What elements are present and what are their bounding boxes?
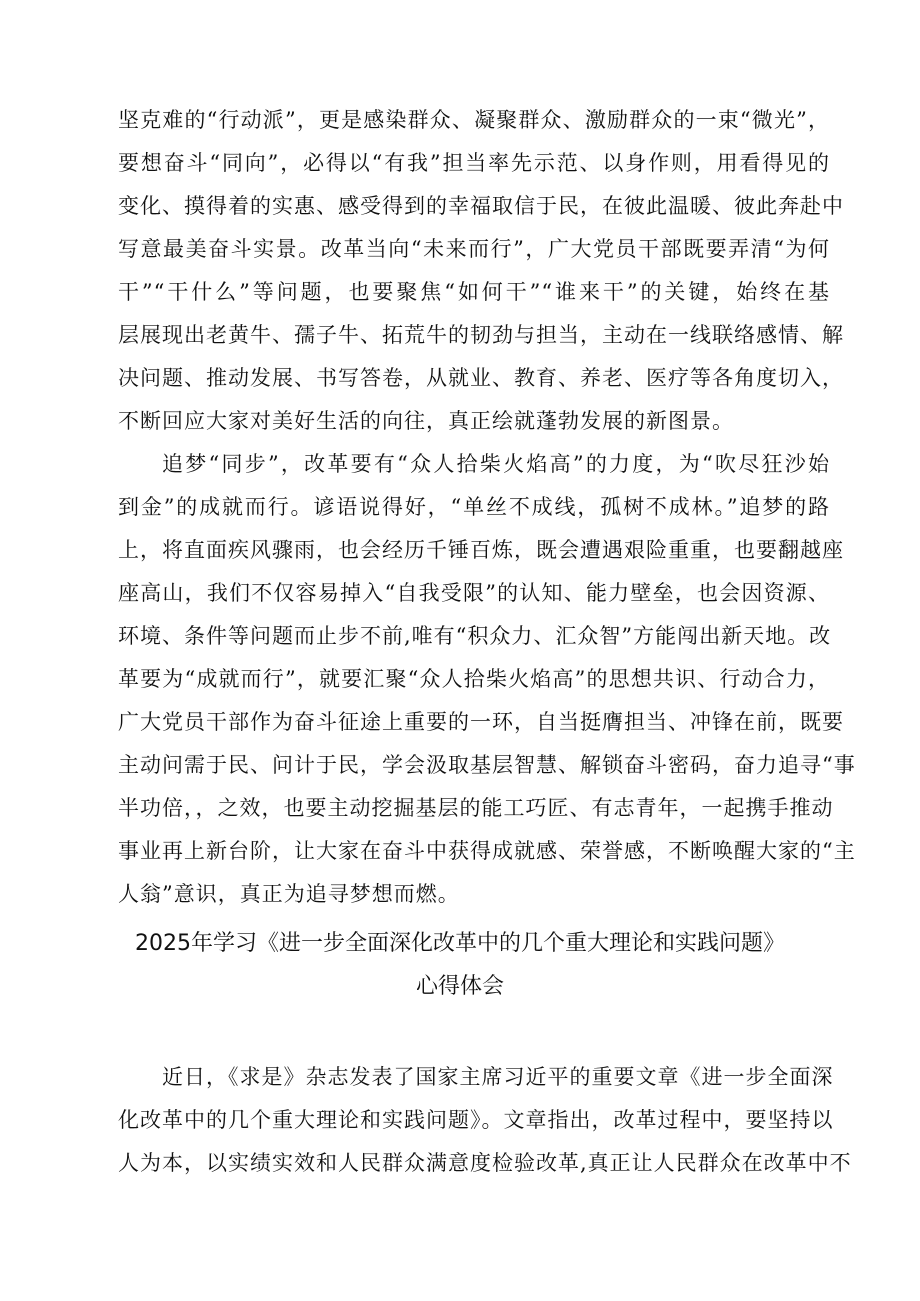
text-line: 主动问需于民、问计于民，学会汲取基层智慧、解锁奋斗密码，奋力追寻“事 (118, 753, 856, 777)
text-line: 人翁”意识，真正为追寻梦想而燃。 (118, 882, 460, 906)
text-line: 半功倍，，之效，也要主动挖掘基层的能工巧匠、有志青年，一起携手推动 (118, 796, 834, 820)
text-line: 坚克难的“行动派”，更是感染群众、凝聚群众、激励群众的一束“微光”， (118, 108, 830, 132)
text-line: 事业再上新台阶，让大家在奋斗中获得成就感、荣誉感，不断唤醒大家的“主 (118, 839, 856, 863)
text-line: 化改革中的几个重大理论和实践问题》。文章指出，改革过程中，要坚持以 (118, 1108, 834, 1132)
text-line: 环境、条件等问题而止步不前,唯有“积众力、汇众智”方能闯出新天地。改 (118, 624, 832, 648)
text-line: 广大党员干部作为奋斗征途上重要的一环，自当挺膺担当、冲锋在前，既要 (118, 710, 844, 734)
text-line: 要想奋斗“同向”，必得以“有我”担当率先示范、以身作则，用看得见的 (118, 151, 830, 175)
text-line: 上，将直面疾风骤雨，也会经历千锤百炼，既会遭遇艰险重重，也要翻越座 (118, 538, 844, 562)
text-line: 决问题、推动发展、书写答卷，从就业、教育、养老、医疗等各角度切入， (118, 366, 844, 390)
text-line: 层展现出老黄牛、孺子牛、拓荒牛的韧劲与担当，主动在一线联络感情、解 (118, 323, 844, 347)
text-line: 追梦“同步”，改革要有“众人拾柴火焰高”的力度，为“吹尽狂沙始 (162, 452, 830, 476)
text-line: 革要为“成就而行”，就要汇聚“众人拾柴火焰高”的思想共识、行动合力， (118, 667, 830, 691)
heading-line-2: 心得体会 (415, 974, 504, 999)
text-line: 到金”的成就而行。谚语说得好，“单丝不成线，孤树不成林。”追梦的路 (118, 495, 830, 519)
text-line: 不断回应大家对美好生活的向往，真正绘就蓬勃发展的新图景。 (118, 409, 734, 433)
text-line: 变化、摸得着的实惠、感受得到的幸福取信于民，在彼此温暖、彼此奔赴中 (118, 194, 844, 218)
text-line: 近日，《求是》杂志发表了国家主席习近平的重要文章《进一步全面深 (162, 1065, 834, 1089)
text-line: 人为本，以实绩实效和人民群众满意度检验改革,真正让人民群众在改革中不 (118, 1151, 852, 1175)
heading-line-1: 2025年学习《进一步全面深化改革中的几个重大理论和实践问题》 (135, 931, 785, 956)
text-line: 座高山，我们不仅容易掉入“自我受限”的认知、能力壁垒，也会因资源、 (118, 581, 830, 605)
text-line: 干”“干什么”等问题，也要聚焦“如何干”“谁来干”的关键，始终在基 (118, 280, 830, 304)
text-line: 写意最美奋斗实景。改革当向“未来而行”，广大党员干部既要弄清“为何 (118, 237, 830, 261)
